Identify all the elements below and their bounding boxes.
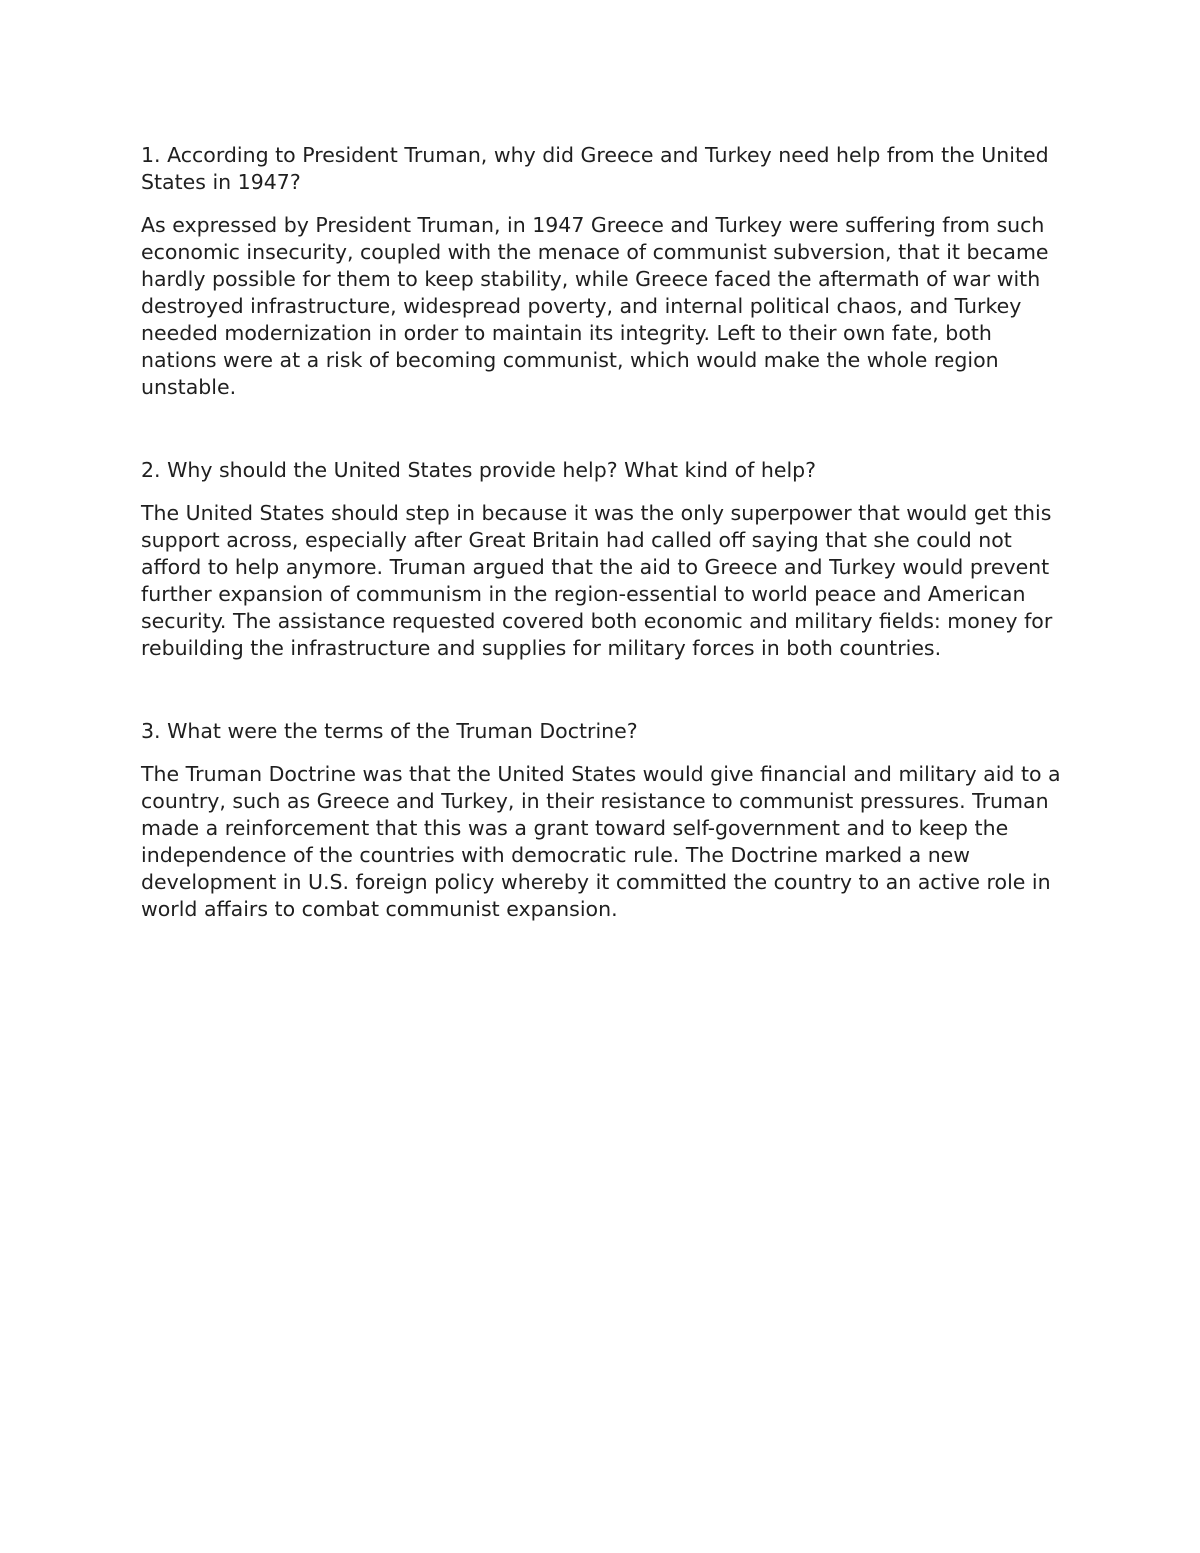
question-2: 2. Why should the United States provide help? What kind of help? [141, 458, 817, 482]
answer-3: The Truman Doctrine was that the United States would give financial and military aid to a country, such as Greece and Turkey, in their resistance to communist pressures. Truman made a reinforcement that this was a grant toward self-government and to keep the independence of the countries with democratic rule. The Doctrine marked a new development in U.S. foreign policy whereby it committed the country to an active role in world affairs to combat communist expansion. [141, 762, 1061, 921]
document-body [141, 142, 1071, 923]
answer-2: The United States should step in because it was the only superpower that would get this support across, especially after Great Britain had called off saying that she could not afford to help anymore. Truman argued that the aid to Greece and Turkey would prevent further expansion of communism in the region-essential to world peace and American security. The assistance requested covered both economic and military fields: money for rebuilding the infrastructure and supplies for military forces in both countries. [141, 501, 1053, 660]
question-3: 3. What were the terms of the Truman Doctrine? [141, 719, 638, 743]
qa-section-1 [141, 142, 1071, 401]
qa-section-2 [141, 457, 1071, 662]
question-1: 1. According to President Truman, why did Greece and Turkey need help from the United States in 1947? [141, 143, 1049, 194]
answer-1: As expressed by President Truman, in 1947 Greece and Turkey were suffering from such economic insecurity, coupled with the menace of communist subversion, that it became hardly possible for them to keep stability, while Greece faced the aftermath of war with destroyed infrastructure, widespread poverty, and internal political chaos, and Turkey needed modernization in order to maintain its integrity. Left to their own fate, both nations were at a risk of becoming communist, which would make the whole region unstable. [141, 213, 1049, 399]
qa-section-3 [141, 718, 1071, 923]
